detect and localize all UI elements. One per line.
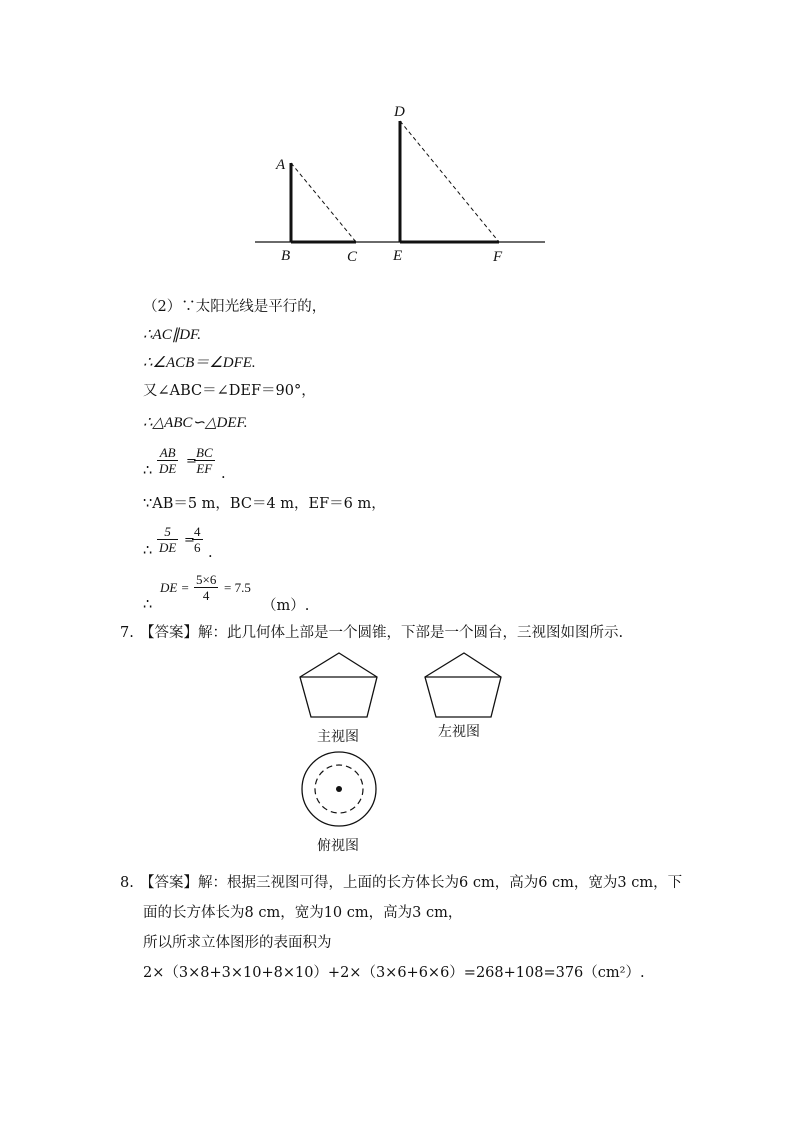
de-lhs: DE =	[160, 580, 190, 595]
shadow-triangles-figure	[0, 0, 800, 270]
solution-line-3: ∴∠ACB＝∠DFE.	[143, 355, 256, 371]
caption-top-view: 俯视图	[317, 838, 359, 854]
point-label-c: C	[347, 249, 358, 265]
fraction-5x6-4: $\frac{5\times 6}{4}$	[196, 572, 217, 603]
unit-meters: （m）.	[262, 598, 310, 614]
caption-left-view: 左视图	[438, 724, 480, 740]
solution-line-2: ∴AC∥DF.	[143, 327, 202, 343]
period: .	[208, 545, 213, 561]
question-8-line-4: 2×（3×8+3×10+8×10）+2×（3×6+6×6）=268+108=376（cm²）.	[143, 965, 645, 981]
question-7-answer: 【答案】解：此几何体上部是一个圆锥，下部是一个圆台，三视图如图所示.	[140, 625, 624, 641]
solution-line-5: ∴△ABC∽△DEF.	[143, 415, 248, 431]
question-8-line-1: 【答案】解：根据三视图可得，上面的长方体长为6 cm，高为6 cm，宽为3 cm，下	[140, 875, 683, 891]
de-rhs: = 7.5	[224, 580, 251, 595]
fraction-5-de: $\frac{5}{DE}$	[159, 524, 177, 555]
fraction-4-6: $\frac{4}{6}$	[194, 524, 201, 555]
therefore-symbol: ∴	[143, 543, 153, 559]
question-8-line-2: 面的长方体长为8 cm，宽为10 cm，高为3 cm，	[143, 905, 463, 921]
question-number-7: 7.	[120, 625, 134, 641]
point-label-f: F	[493, 249, 503, 265]
equals-sign: =	[186, 454, 197, 469]
fraction-ab-de: $\frac{AB}{DE}$	[159, 445, 177, 476]
fraction-bc-ef: $\frac{BC}{EF}$	[196, 445, 213, 476]
therefore-symbol: ∴	[143, 597, 153, 613]
solution-line-4: 又∠ABC＝∠DEF＝90°，	[143, 383, 316, 399]
point-label-d: D	[394, 104, 405, 120]
solution-line-7: ∵AB＝5 m，BC＝4 m，EF＝6 m，	[143, 496, 386, 512]
point-label-e: E	[393, 248, 403, 264]
period: .	[221, 466, 226, 482]
therefore-symbol: ∴	[143, 463, 153, 479]
caption-front-view: 主视图	[317, 729, 359, 745]
equals-sign: =	[184, 533, 195, 548]
solution-line-1: （2）∵太阳光线是平行的，	[143, 299, 327, 315]
three-views-figure	[0, 650, 800, 850]
question-8-line-3: 所以所求立体图形的表面积为	[143, 935, 332, 951]
question-number-8: 8.	[120, 875, 134, 891]
point-label-a: A	[276, 157, 286, 173]
point-label-b: B	[281, 248, 291, 264]
